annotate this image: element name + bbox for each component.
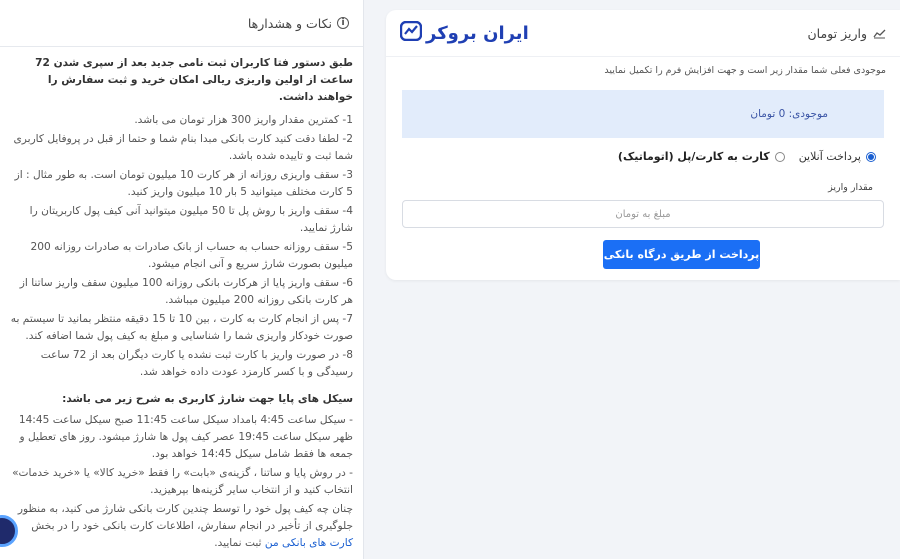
cycle-item-2: - در روش پایا و ساتنا ، گزینه‌ی «بابت» را فقط «خرید کالا» یا «خرید خدمات» انتخاب کنید و از انتخاب سایر گزینه‌ها بپرهیزید. [12,467,353,496]
balance-description: موجودی فعلی شما مقدار زیر است و جهت افزایش فرم را تکمیل نمایید [604,65,886,76]
note-item-6: 6- سقف واریز پایا از هرکارت بانکی روزانه 100 میلیون سقف واریز ساتنا از هر کارت بانکی روزانه 200 میلیون میباشد. [19,277,353,306]
amount-label: مقدار واریز [828,182,873,193]
note-item-3: 3- سقف واریزی روزانه از هر کارت 10 میلیون تومان است. به طور مثال : از 5 کارت مختلف میتوانید 5 بار 10 میلیون واریز کنید. [14,169,353,198]
payment-methods [386,138,900,163]
final-note-suffix: ثبت نمایید. [214,537,262,549]
info-icon: i [337,17,349,29]
brand-logo[interactable] [400,21,529,46]
notes-title: نکات و هشدارها [247,15,332,31]
balance-box [402,90,884,138]
card-title [807,26,886,41]
method-online-label: پرداخت آنلاین [798,150,861,163]
logo-text: ایران بروکر [426,22,529,44]
method-card-to-card-label: کارت به کارت/پل (اتوماتیک) [617,150,770,163]
notes-panel [0,0,364,559]
notes-body [0,47,363,552]
pay-gateway-button[interactable]: پرداخت از طریق درگاه بانکی [603,240,760,269]
final-note [10,501,353,552]
balance-value: موجودی: 0 تومان [750,108,828,120]
radio-card-to-card-icon[interactable] [775,152,785,162]
note-item-1: 1- کمترین مقدار واریز 300 هزار تومان می باشد. [134,114,353,126]
note-item-4: 4- سقف واریز با روش پل تا 50 میلیون میتوانید آنی کیف پول کاربریتان را شارژ نمایید. [29,205,353,234]
amount-input[interactable] [402,200,884,228]
note-item-7: 7- پس از انجام کارت به کارت ، بین 10 تا 15 دقیقه منتظر بمانید تا سیستم به صورت خودکار واریزی شما را شناسایی و مبلغ به کیف پول شما اضافه کند. [10,313,353,342]
deposit-card [386,10,900,280]
amount-placeholder: مبلغ به تومان [615,208,671,220]
note-item-8: 8- در صورت واریز با کارت ثبت نشده یا کارت دیگران بعد از 72 ساعت رسیدگی و با کسر کارمزد عودت داده خواهد شد. [40,349,353,378]
card-title-text: واریز تومان [807,25,867,41]
my-bank-cards-link[interactable]: کارت های بانکی من [264,537,353,549]
cycle-item-1: - سیکل ساعت 4:45 بامداد سیکل ساعت 11:45 صبح سیکل ساعت 14:45 ظهر سیکل ساعت 19:45 عصر کیف پول ها شارژ میشود. روز های تعطیل و جمعه ها فقط شامل سیکل 14:45 خواهد بود. [18,414,353,460]
cycles-title: سیکل های پایا جهت شارژ کاربری به شرح زیر می باشد: [62,393,353,405]
final-note-prefix: چنان چه کیف پول خود را توسط چندین کارت بانکی شارژ می کنید، به منظور جلوگیری از تأخیر در انجام سفارش، اطلاعات کارت بانکی خود را در بخش [17,503,353,532]
notes-intro: طبق دستور فتا کاربران ثبت نامی جدید بعد از سپری شدن 72 ساعت از اولین واریزی ریالی امکان خرید و ثبت سفارش را خواهند داشت. [35,57,353,103]
radio-online-icon[interactable] [866,152,876,162]
card-header [386,10,900,57]
logo-mark-icon [400,21,422,46]
note-item-5: 5- سقف روزانه حساب به حساب از بانک صادرات به صادرات روزانه 200 میلیون بصورت شارژ سریع و آنی انجام میشود. [30,241,353,270]
note-item-2: 2- لطفا دقت کنید کارت بانکی مبدا بنام شما و حتما از قبل در پروفایل کاربری شما ثبت و تاییده شده باشد. [13,133,353,162]
method-online[interactable] [799,150,876,163]
chart-line-icon [873,28,886,39]
notes-header [0,0,363,47]
method-card-to-card[interactable] [618,150,785,163]
